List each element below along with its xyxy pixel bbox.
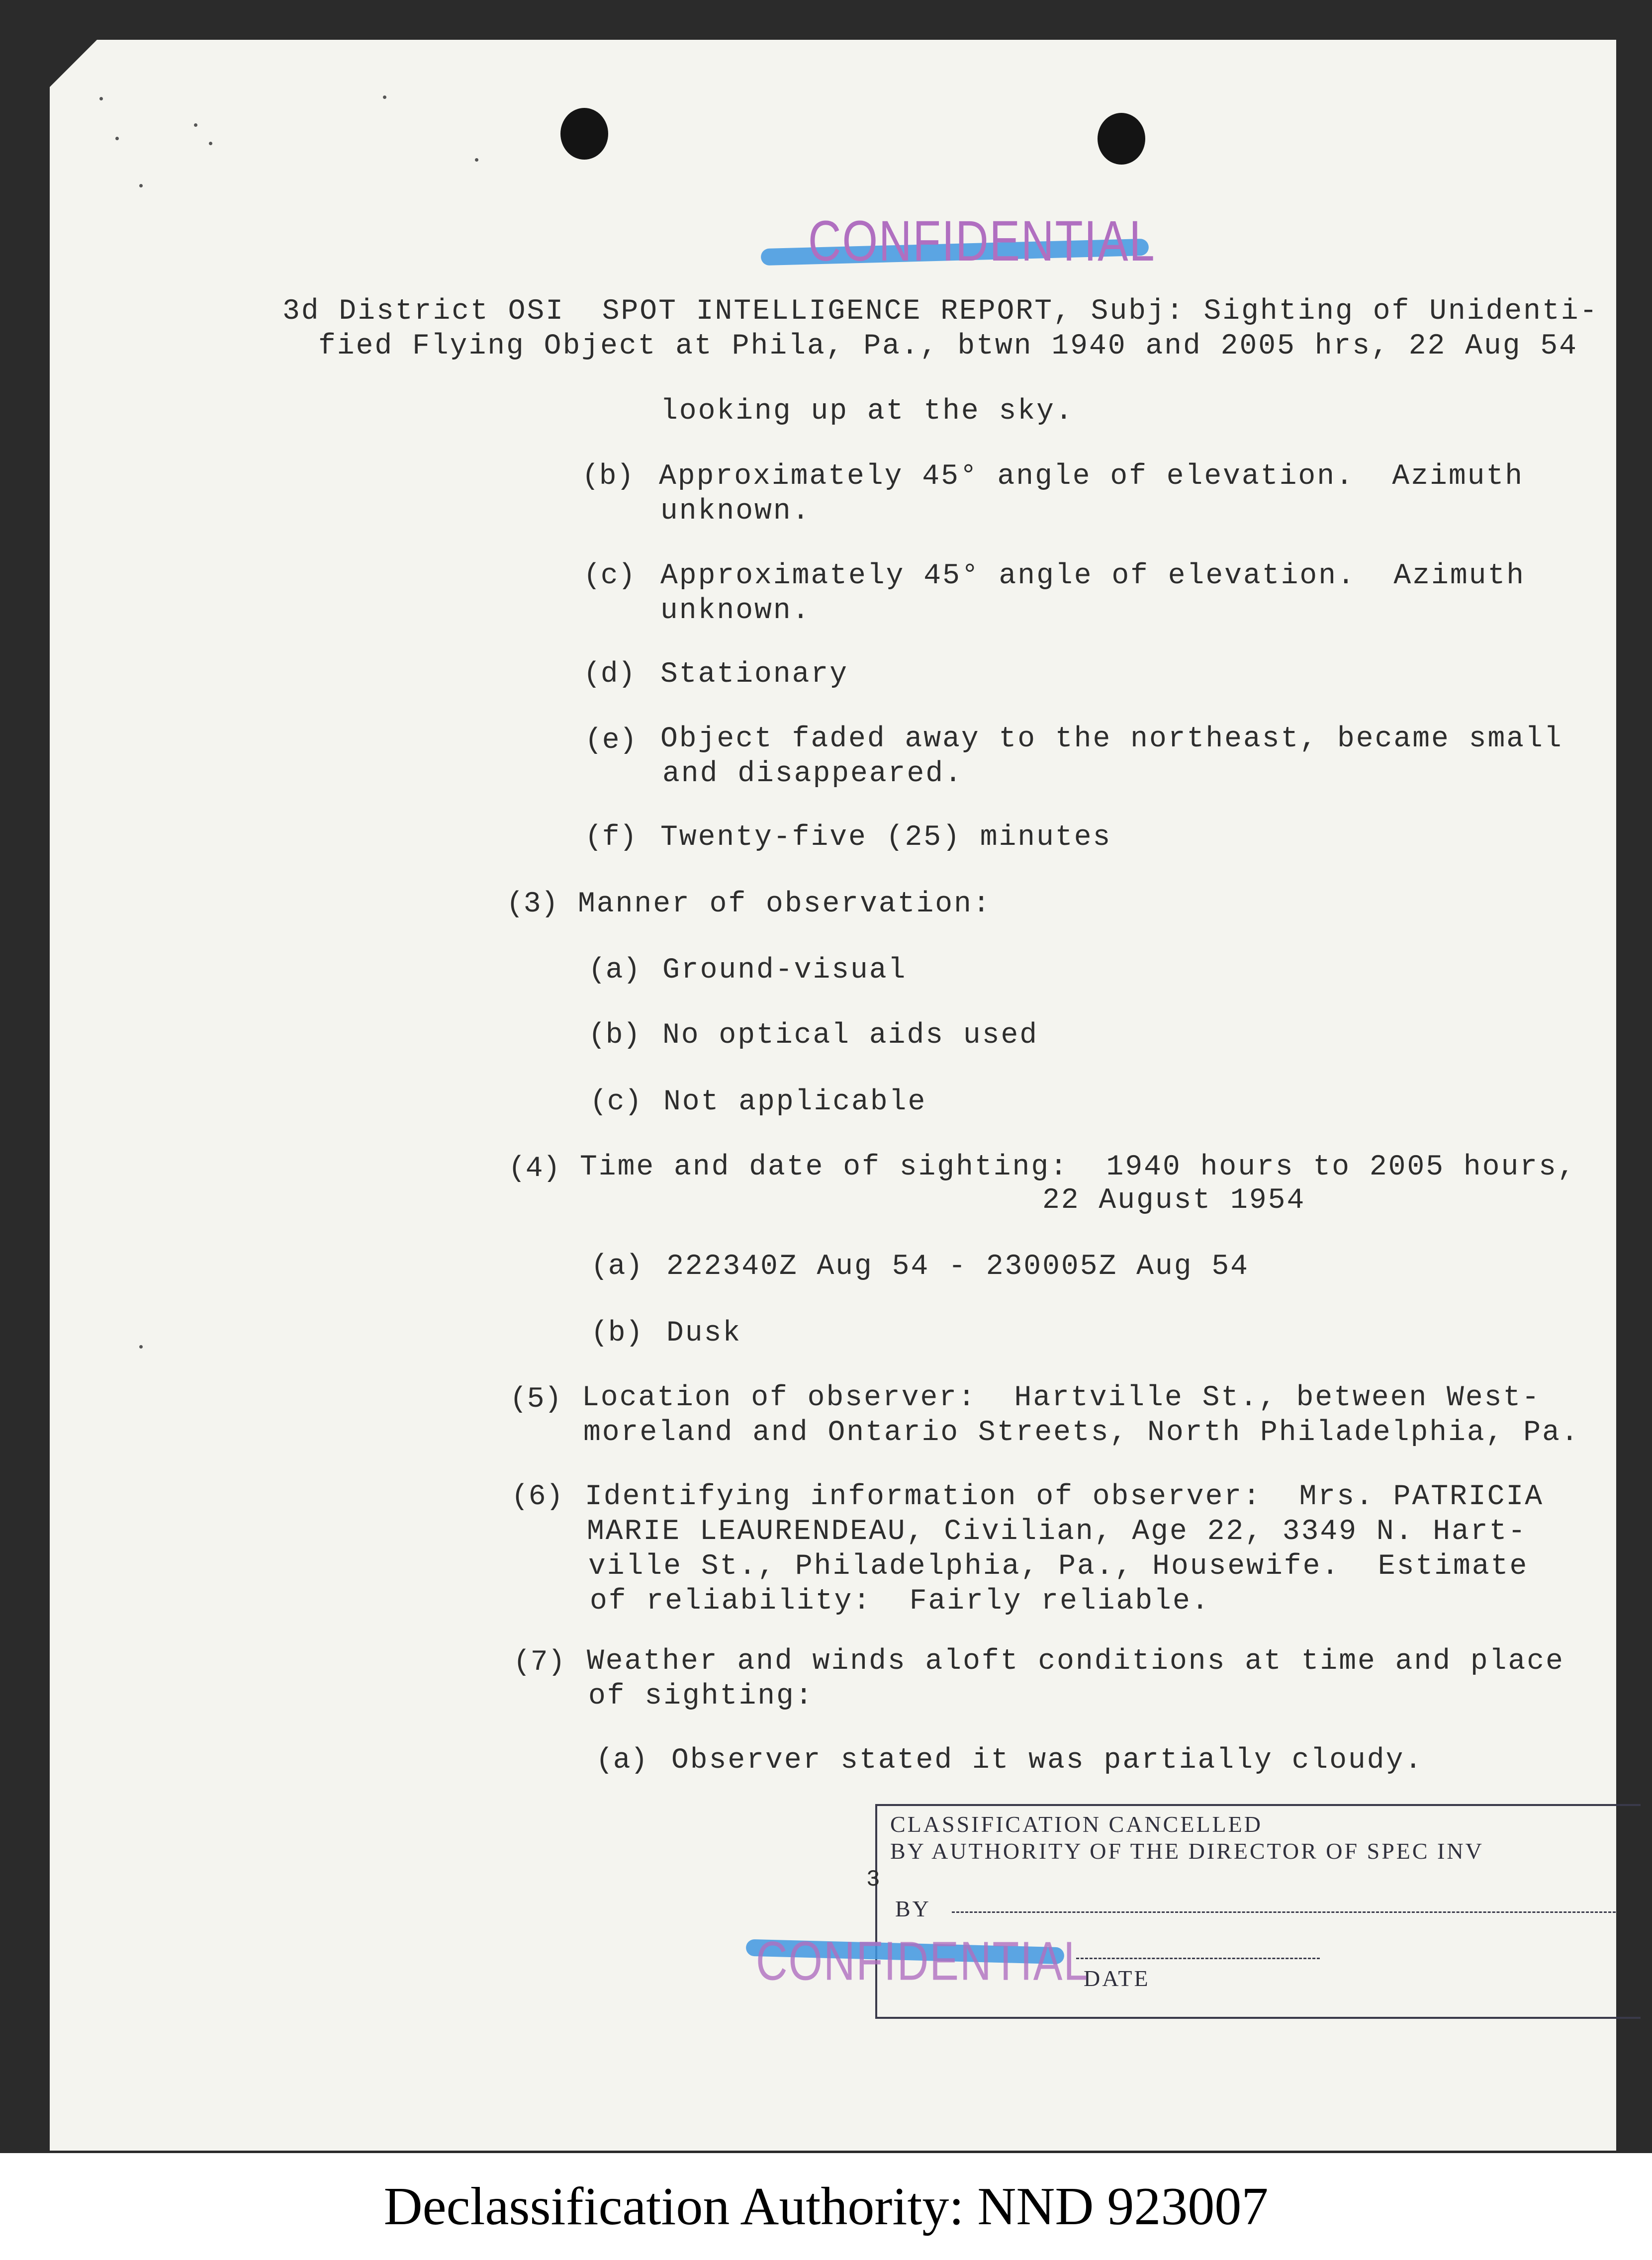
item-label: (b) [588, 1019, 641, 1052]
item-label: (b) [591, 1317, 643, 1350]
section-text: moreland and Ontario Streets, North Philadelphia, Pa. [583, 1417, 1580, 1449]
report-header-line-2: fied Flying Object at Phila, Pa., btwn 1940 and 2005 hrs, 22 Aug 54 [318, 330, 1578, 362]
paper-speck [99, 97, 103, 100]
item-text: 222340Z Aug 54 - 230005Z Aug 54 [666, 1251, 1249, 1283]
item-text: Dusk [666, 1317, 742, 1350]
item-text: Ground-visual [662, 954, 907, 987]
item-text: Stationary [660, 658, 849, 691]
date-line-top [1076, 1958, 1320, 1959]
item-text: and disappeared. [662, 758, 963, 790]
item-label: (d) [583, 658, 636, 691]
item-label: (a) [596, 1744, 648, 1777]
item-label: (a) [588, 954, 641, 987]
confidential-stamp-top: CONFIDENTIAL [808, 209, 1156, 273]
section-text: of reliability: Fairly reliable. [590, 1585, 1210, 1618]
item-text: Observer stated it was partially cloudy. [671, 1744, 1424, 1777]
paper-speck [194, 123, 197, 127]
item-label: (e) [585, 724, 637, 757]
section-text: Location of observer: Hartville St., between West- [582, 1382, 1541, 1414]
section-text: Identifying information of observer: Mrs. PATRICIA [585, 1481, 1544, 1513]
section-text: MARIE LEAURENDEAU, Civilian, Age 22, 3349 N. Hart- [587, 1516, 1527, 1548]
section-text: Weather and winds aloft conditions at time and place [587, 1645, 1564, 1678]
report-header-line-1: 3d District OSI SPOT INTELLIGENCE REPORT, Subj: Sighting of Unidenti- [282, 295, 1599, 328]
continued-text: looking up at the sky. [660, 395, 1074, 428]
item-text: No optical aids used [662, 1019, 1039, 1052]
by-signature-line [952, 1911, 1616, 1913]
section-label: (4) [508, 1153, 560, 1185]
classification-cancelled-text: CLASSIFICATION CANCELLED [890, 1811, 1263, 1837]
paper-speck [115, 137, 119, 140]
punch-hole-left [560, 108, 608, 160]
item-text: unknown. [660, 595, 811, 627]
paper-speck [139, 184, 143, 187]
item-text: Object faded away to the northeast, became small [660, 723, 1563, 755]
item-text: Approximately 45° angle of elevation. Azimuth [659, 460, 1524, 493]
section-text: 22 August 1954 [1042, 1184, 1306, 1217]
confidential-stamp-bottom: CONFIDENTIAL [756, 1930, 1089, 1991]
item-text: Twenty-five (25) minutes [660, 821, 1112, 854]
item-label: (c) [590, 1086, 642, 1118]
section-text: Manner of observation: [578, 888, 992, 920]
section-label: (3) [506, 888, 558, 920]
section-text: of sighting: [588, 1680, 814, 1713]
declassification-authority-footer: Declassification Authority: NND 923007 [0, 2153, 1652, 2260]
section-text: Time and date of sighting: 1940 hours to 2005 hours, [580, 1151, 1576, 1183]
punch-hole-right [1098, 113, 1145, 165]
authority-text: BY AUTHORITY OF THE DIRECTOR OF SPEC INV [890, 1838, 1484, 1864]
paper-speck [475, 158, 478, 162]
section-text: ville St., Philadelphia, Pa., Housewife. Estimate [588, 1550, 1529, 1583]
date-label: DATE [1084, 1966, 1150, 1991]
item-text: Approximately 45° angle of elevation. Azimuth [660, 560, 1526, 592]
section-label: (6) [511, 1481, 563, 1513]
paper-speck [209, 142, 212, 145]
item-text: Not applicable [663, 1086, 927, 1118]
section-label: (5) [510, 1383, 562, 1416]
item-label: (a) [591, 1251, 643, 1283]
paper-speck [139, 1345, 143, 1349]
item-label: (f) [585, 821, 637, 854]
page-number: 3 [866, 1867, 880, 1893]
by-label: BY [895, 1896, 931, 1921]
item-label: (c) [583, 560, 636, 592]
item-text: unknown. [660, 495, 811, 528]
item-label: (b) [582, 460, 634, 493]
section-label: (7) [513, 1646, 565, 1679]
paper-speck [383, 95, 386, 99]
